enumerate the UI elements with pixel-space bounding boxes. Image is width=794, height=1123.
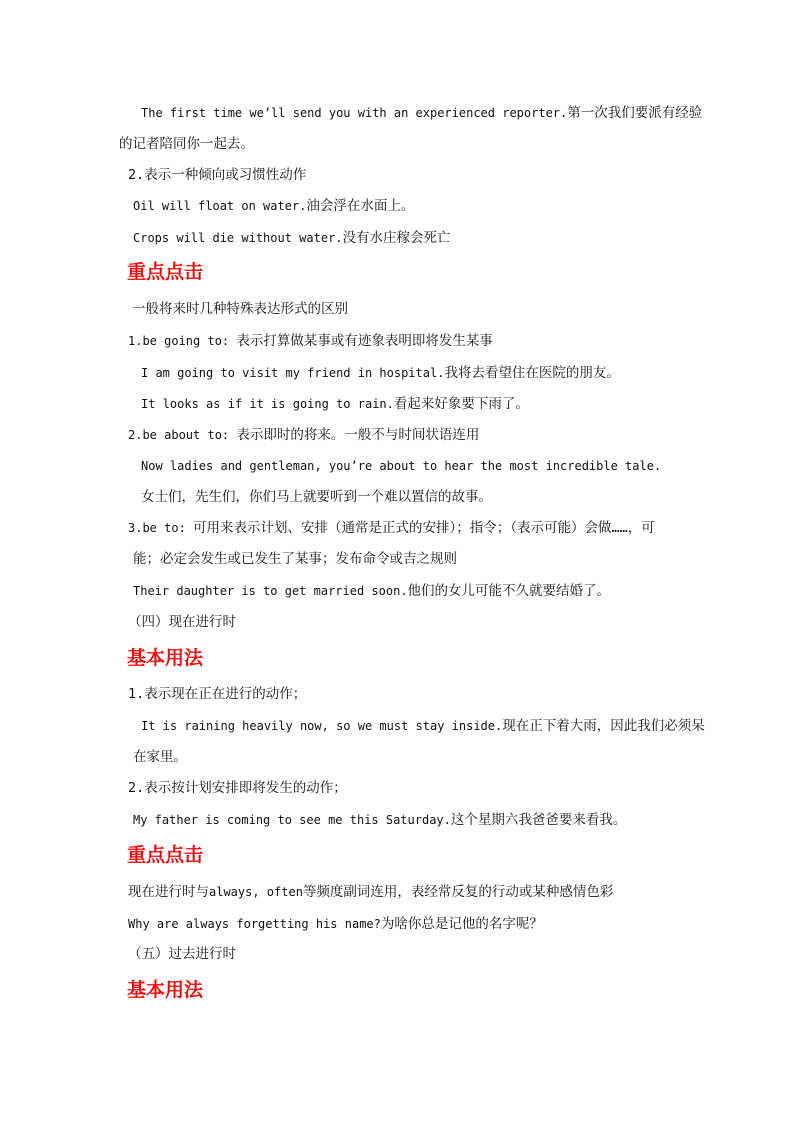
chinese-text: 我将去看望住在医院的朋友。 xyxy=(444,365,620,381)
chinese-text: 等频度副词连用，表经常反复的行动或某种感情色彩 xyxy=(302,884,614,900)
usage-point-2-planned xyxy=(128,780,347,796)
english-text: Why are always forgetting his name? xyxy=(128,917,381,931)
section-present-continuous xyxy=(128,614,236,630)
english-text: 2.be about to: xyxy=(128,428,237,442)
chinese-text: 能；必定会发生或已发生了某事；发布命令或吉之规则 xyxy=(133,551,457,567)
chinese-text: 在家里。 xyxy=(133,749,187,765)
chinese-text: 2.表示按计划安排即将发生的动作； xyxy=(128,780,347,796)
example-visit-friend xyxy=(141,365,620,381)
subheading-future-forms xyxy=(132,301,348,317)
chinese-text: 表示打算做某事或有迹象表明即将发生某事 xyxy=(236,333,493,349)
chinese-text: 1.表示现在正在进行的动作； xyxy=(128,686,307,702)
section-heading-basic-usage: 基本用法 xyxy=(127,979,204,1001)
english-text: I am going to visit my friend in hospital. xyxy=(141,366,445,380)
translation-continuation xyxy=(133,749,187,765)
chinese-text: 2.表示一种倾向或习惯性动作 xyxy=(128,167,307,183)
item-be-to xyxy=(128,520,655,536)
example-sentence-experienced-reporter xyxy=(141,105,702,121)
chinese-text: 可用来表示计划、安排（通常是正式的安排）；指令；（表示可能）会做……，可 xyxy=(193,520,655,536)
example-father-coming xyxy=(133,812,626,828)
item-be-to-continuation xyxy=(133,551,457,567)
item-be-about-to xyxy=(128,427,479,443)
english-text: 3.be to: xyxy=(128,521,194,535)
section-heading-basic-usage: 基本用法 xyxy=(127,647,204,669)
chinese-text: 看起来好象要下雨了。 xyxy=(393,396,529,412)
chinese-text: （五）过去进行时 xyxy=(128,946,236,962)
chinese-text: 表示即时的将来。一般不与时间状语连用 xyxy=(236,427,480,443)
note-frequency-adverbs xyxy=(128,884,613,900)
chinese-text: 第一次我们要派有经验 xyxy=(567,105,703,121)
chinese-text: 的记者陪同你一起去。 xyxy=(119,136,254,152)
translation-incredible-tale xyxy=(141,489,492,505)
example-crops-die xyxy=(133,230,451,246)
usage-point-1-progressive xyxy=(128,686,306,702)
section-heading-key-points: 重点点击 xyxy=(127,261,204,283)
chinese-text: 没有水庄稼会死亡 xyxy=(342,230,451,246)
chinese-text: 现在进行时与 xyxy=(128,884,209,900)
item-be-going-to xyxy=(128,333,493,349)
chinese-text: 现在正下着大雨，因此我们必须呆 xyxy=(502,718,705,734)
example-forgetting-name xyxy=(128,916,543,932)
section-past-continuous xyxy=(128,946,236,962)
chinese-text: 为啥你总是记他的名字呢？ xyxy=(380,916,543,932)
chinese-text: 女士们，先生们，你们马上就要听到一个难以置信的故事。 xyxy=(141,489,492,505)
english-text: It is raining heavily now, so we must stay inside. xyxy=(141,719,503,733)
chinese-text: 油会浮在水面上。 xyxy=(306,198,415,214)
english-text: Their daughter is to get married soon. xyxy=(133,584,408,598)
english-text: 1.be going to: xyxy=(128,334,237,348)
english-text: Oil will float on water. xyxy=(133,199,307,213)
english-text: always, often xyxy=(209,885,303,899)
english-text: It looks as if it is going to rain. xyxy=(141,397,394,411)
example-oil-float xyxy=(133,198,414,214)
english-text: The first time we’ll send you with an experienced reporter. xyxy=(141,106,568,120)
example-raining-heavily xyxy=(141,718,705,734)
chinese-text: 一般将来时几种特殊表达形式的区别 xyxy=(132,301,348,317)
example-get-married xyxy=(133,583,610,599)
chinese-text: 这个星期六我爸爸要来看我。 xyxy=(450,812,627,828)
english-text: My father is coming to see me this Saturday. xyxy=(133,813,451,827)
example-incredible-tale xyxy=(141,458,661,474)
usage-point-2 xyxy=(128,167,306,183)
chinese-text: （四）现在进行时 xyxy=(128,614,236,630)
section-heading-key-points: 重点点击 xyxy=(127,844,204,866)
english-text: Crops will die without water. xyxy=(133,231,343,245)
translation-continuation xyxy=(119,136,254,152)
english-text: Now ladies and gentleman, you’re about to hear the most incredible tale. xyxy=(141,459,662,473)
chinese-text: 他们的女儿可能不久就要结婚了。 xyxy=(407,583,611,599)
example-going-to-rain xyxy=(141,396,529,412)
